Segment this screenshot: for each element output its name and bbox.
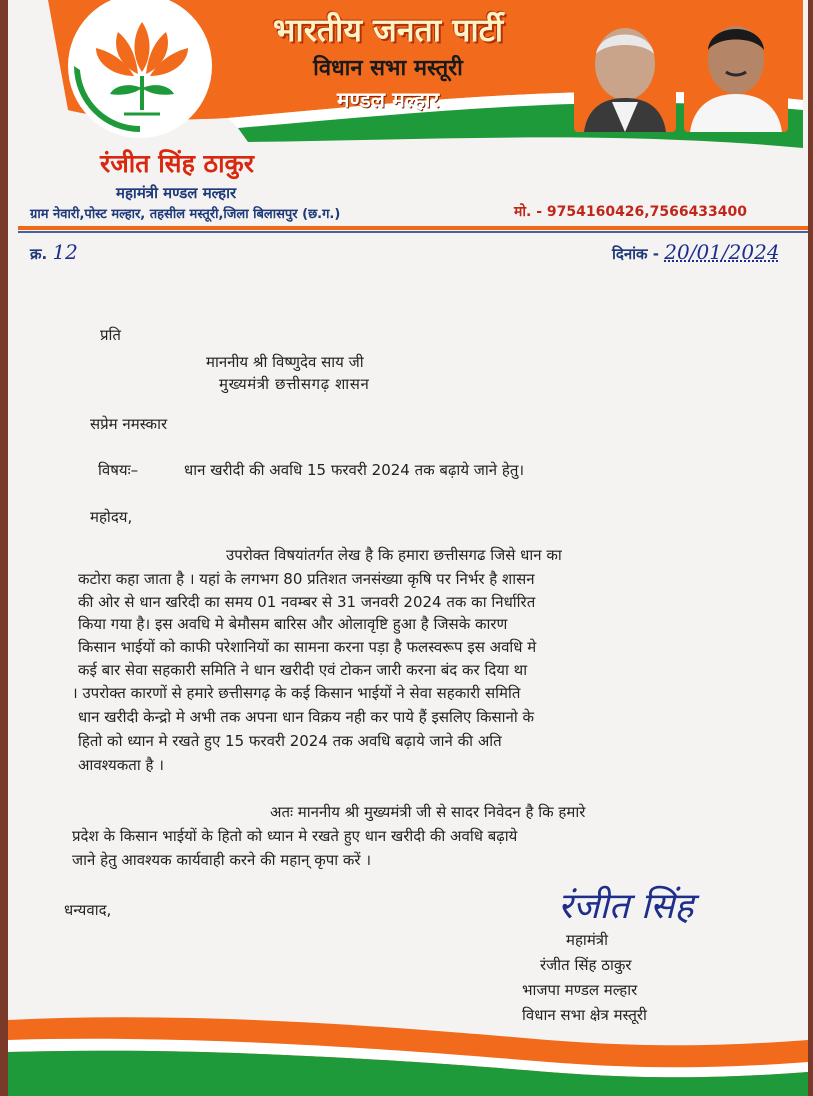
constituency-name: विधान सभा मस्तूरी [313, 56, 463, 81]
signatory-constituency: विधान सभा क्षेत्र मस्तूरी [522, 1006, 647, 1024]
recipient-office: मुख्यमंत्री छत्तीसगढ़ शासन [219, 375, 370, 393]
body-line: धान खरीदी केन्द्रो मे अभी तक अपना धान विक्रय नही कर पाये हैं इसलिए किसानो के [78, 708, 535, 726]
date-line [612, 240, 780, 264]
portrait-photo-1 [574, 14, 676, 132]
greeting: सप्रेम नमस्कार [90, 415, 168, 433]
closing: धन्यवाद, [64, 901, 112, 919]
body-line: जाने हेतु आवश्यक कार्यवाही करने की महान् कृपा करें । [72, 851, 372, 869]
letter-page [8, 0, 808, 1096]
portrait-photo-2 [684, 14, 788, 132]
sender-address: ग्राम नेवारी,पोस्ट मल्हार, तहसील मस्तूरी,जिला बिलासपुर (छ.ग.) [30, 207, 341, 222]
reference-value: 12 [52, 240, 78, 264]
body-line: किया गया है। इस अवधि मे बेमौसम बारिस और ओलावृष्टि हुआ है जिसके कारण [78, 615, 508, 633]
footer-band [8, 1000, 808, 1096]
body-line: अतः माननीय श्री मुख्यमंत्री जी से सादर निवेदन है कि हमारे [270, 803, 586, 821]
reference-number [30, 240, 78, 264]
sender-title: महामंत्री मण्डल मल्हार [116, 184, 237, 202]
body-line: कई बार सेवा सहकारी समिति ने धान खरीदी एवं टोकन जारी करना बंद कर दिया था [78, 661, 528, 679]
mandal-name: मण्डल मल्हार [336, 88, 440, 112]
body-line: उपरोक्त विषयांतर्गत लेख है कि हमारा छत्तीसगढ जिसे धान का [226, 546, 562, 564]
handwritten-signature: रंजीत सिंह [558, 886, 694, 927]
body-line: हितो को ध्यान मे रखते हुए 15 फरवरी 2024 तक अवधि बढ़ाये जाने की अति [78, 732, 502, 750]
subject-text: धान खरीदी की अवधि 15 फरवरी 2024 तक बढ़ाये जाने हेतु। [184, 461, 525, 479]
signatory-designation: महामंत्री [566, 931, 608, 949]
body-line: किसान भाईयों को काफी परेशानियों का सामना करना पड़ा है फलस्वरूप इस अवधि मे [78, 638, 537, 656]
sender-name: रंजीत सिंह ठाकुर [100, 149, 254, 178]
salutation: महोदय, [90, 508, 133, 526]
reference-label: क्र. [30, 245, 48, 263]
header-divider-thin [18, 231, 808, 233]
body-line: की ओर से धान खरिदी का समय 01 नवम्बर से 31 जनवरी 2024 तक का निर्धारित [78, 593, 536, 611]
date-label: दिनांक - [612, 245, 660, 263]
to-label: प्रति [100, 326, 121, 344]
party-name: भारतीय जनता पार्टी [272, 11, 504, 49]
mobile-numbers: मो. - 9754160426,7566433400 [514, 204, 748, 220]
letterhead-banner [8, 0, 808, 150]
recipient-name: माननीय श्री विष्णुदेव साय जी [206, 353, 364, 371]
body-line: प्रदेश के किसान भाईयों के हितो को ध्यान मे रखते हुए धान खरीदी की अवधि बढ़ाये [72, 827, 518, 845]
signatory-name: रंजीत सिंह ठाकुर [540, 956, 632, 974]
date-value: 20/01/2024 [664, 240, 780, 264]
lotus-logo-icon [88, 14, 196, 124]
body-line: आवश्यकता है । [78, 756, 164, 774]
header-divider [18, 226, 808, 230]
signatory-organisation: भाजपा मण्डल मल्हार [522, 981, 638, 999]
body-line: । उपरोक्त कारणों से हमारे छत्तीसगढ़ के कई किसान भाईयों ने सेवा सहकारी समिति [72, 684, 521, 702]
subject-label: विषयः– [98, 461, 139, 479]
body-line: कटोरा कहा जाता है । यहां के लगभग 80 प्रतिशत जनसंख्या कृषि पर निर्भर है शासन [78, 570, 535, 588]
